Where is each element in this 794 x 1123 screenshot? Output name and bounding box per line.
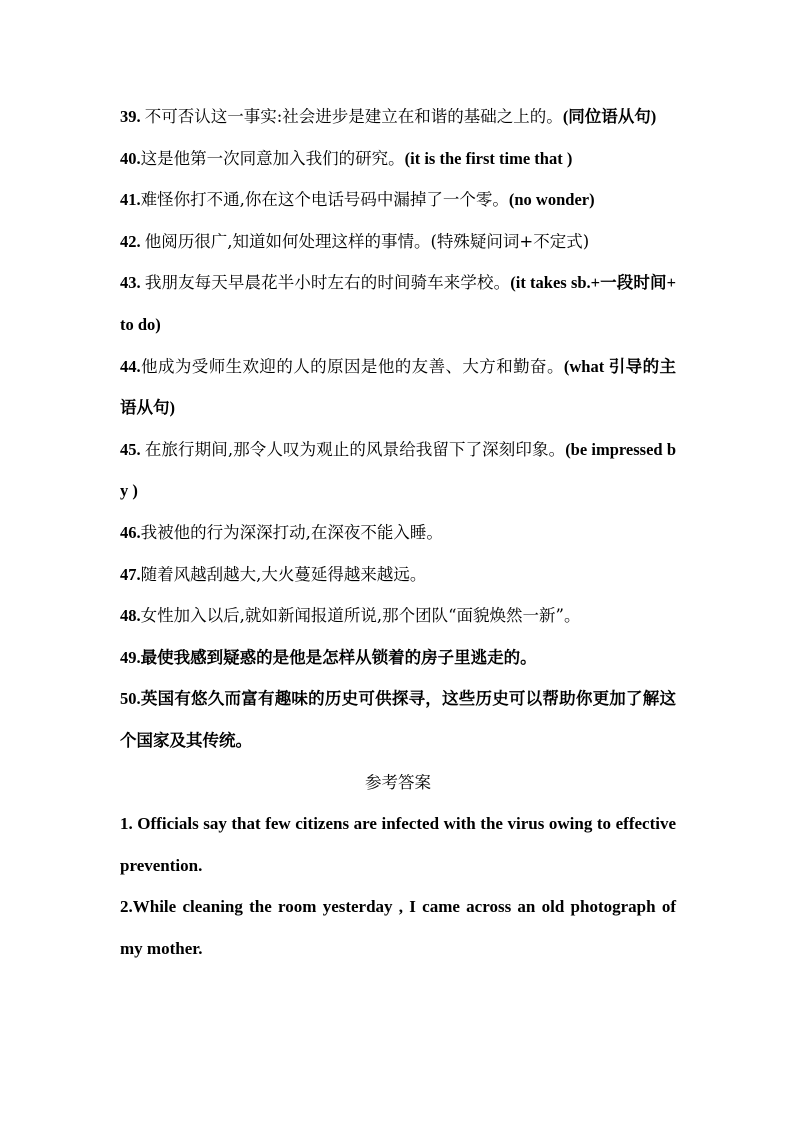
question-42 <box>120 221 676 263</box>
question-number: 49. <box>120 647 141 667</box>
question-hint: (it takes sb.+一段时间+to do) <box>120 273 677 334</box>
question-hint: (no wonder) <box>508 190 595 210</box>
question-text: 难怪你打不通,你在这个电话号码中漏掉了一个零。 <box>140 190 509 210</box>
question-hint: (同位语从句) <box>562 107 657 126</box>
question-text: 英国有悠久而富有趣味的历史可供探寻，这些历史可以帮助你更加了解这个国家及其传统。 <box>120 689 676 750</box>
question-text: 我被他的行为深深打动,在深夜不能入睡。 <box>140 522 443 542</box>
question-45 <box>120 429 676 512</box>
question-number: 39. <box>120 107 145 126</box>
question-hint: (it is the first time that ) <box>404 148 573 168</box>
question-50 <box>120 678 676 761</box>
answer-2: 2.While cleaning the room yesterday , I came across an old photograph of my mother. <box>120 897 676 958</box>
question-number: 50. <box>120 689 141 709</box>
question-44 <box>120 346 676 429</box>
question-number: 40. <box>120 148 141 168</box>
question-39 <box>120 96 676 138</box>
question-number: 48. <box>120 606 141 626</box>
question-number: 44. <box>120 356 141 376</box>
answer-1: 1. Officials say that few citizens are infected with the virus owing to effective prevention. <box>120 814 676 875</box>
question-text: 在旅行期间,那令人叹为观止的风景给我留下了深刻印象。 <box>144 439 566 459</box>
question-41 <box>120 179 676 221</box>
question-hint: (be impressed by ) <box>120 439 677 501</box>
question-40 <box>120 138 676 180</box>
document-content <box>120 96 676 969</box>
question-text: 随着风越刮越大,大火蔓延得越来越远。 <box>140 564 427 584</box>
question-43 <box>120 262 676 345</box>
question-hint: (特殊疑问词+不定式) <box>430 231 590 251</box>
question-49 <box>120 637 676 679</box>
question-text: 他阅历很广,知道如何处理这样的事情。 <box>144 231 431 251</box>
question-text: 不可否认这一事实:社会进步是建立在和谐的基础之上的。 <box>144 107 563 126</box>
question-46 <box>120 512 676 554</box>
question-number: 46. <box>120 522 141 542</box>
question-47 <box>120 554 676 596</box>
answers-heading: 参考答案 <box>365 772 431 792</box>
question-text: 最使我感到疑惑的是他是怎样从锁着的房子里逃走的。 <box>140 647 537 667</box>
question-number: 47. <box>120 564 141 584</box>
question-number: 43. <box>120 273 145 293</box>
question-number: 45. <box>120 439 145 459</box>
question-text: 他成为受师生欢迎的人的原因是他的友善、大方和勤奋。 <box>140 356 564 376</box>
question-text: 这是他第一次同意加入我们的研究。 <box>140 148 405 168</box>
question-number: 42. <box>120 231 145 251</box>
question-text: 我朋友每天早晨花半小时左右的时间骑车来学校。 <box>144 273 511 293</box>
question-number: 41. <box>120 190 141 210</box>
question-text: 女性加入以后,就如新闻报道所说,那个团队“面貌焕然一新”。 <box>140 606 581 626</box>
question-hint: (what 引导的主语从句) <box>120 356 677 418</box>
question-48 <box>120 595 676 637</box>
